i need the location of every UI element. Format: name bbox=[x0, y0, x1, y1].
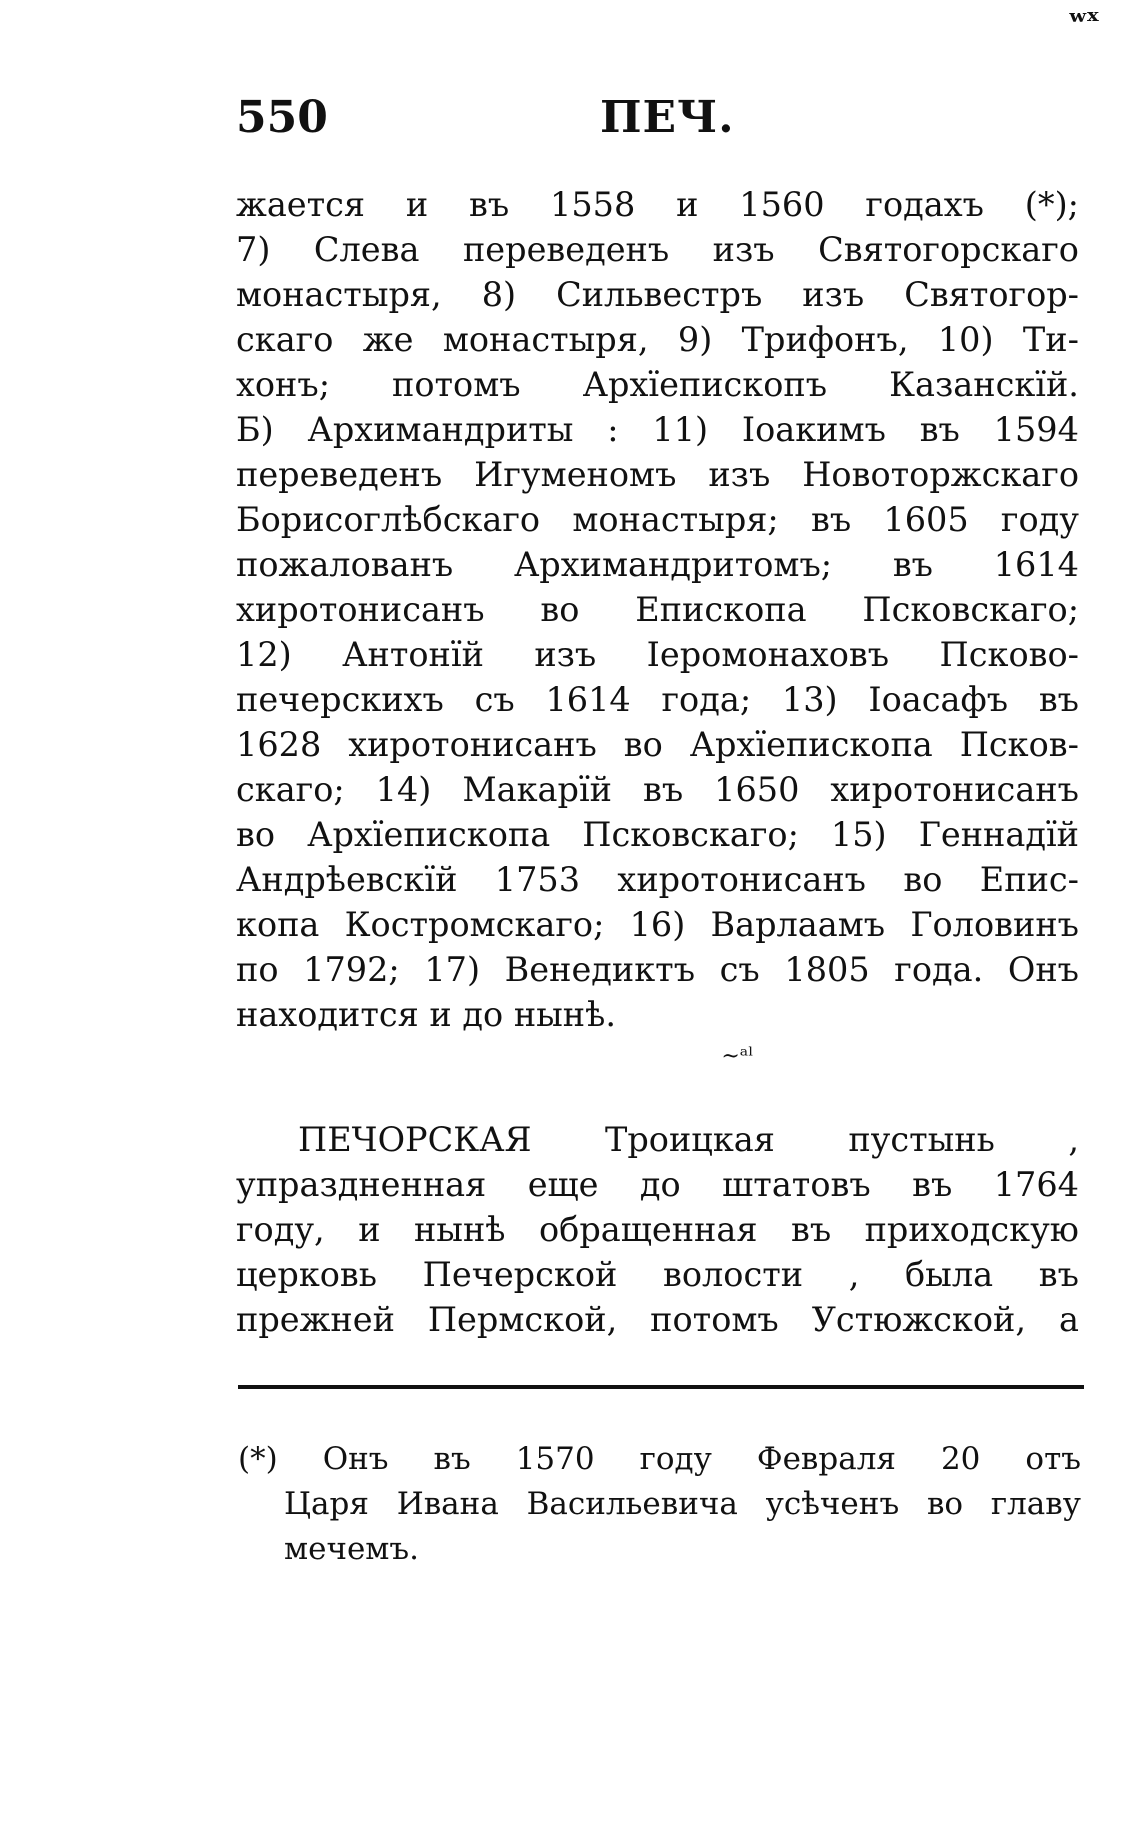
body-line: 7) Слева переведенъ изъ Святогорскаго bbox=[236, 230, 1079, 269]
body-line: 12) Антонїй изъ Іеромонаховъ Псково- bbox=[236, 635, 1079, 674]
body-line: хонъ; потомъ Архїепископъ Казанскїй. bbox=[236, 365, 1079, 404]
body2-line: прежней Пермской, потомъ Устюжской, а bbox=[236, 1300, 1079, 1339]
body-line: монастыря, 8) Сильвестръ изъ Святогор- bbox=[236, 275, 1079, 314]
footnote-lines bbox=[238, 1437, 1081, 1572]
main-text bbox=[236, 182, 1079, 1342]
corner-mark: ʷˣ bbox=[1067, 4, 1098, 39]
body-line: Андрѣевскїй 1753 хиротонисанъ во Епис- bbox=[236, 860, 1079, 899]
page-number: 550 bbox=[236, 92, 328, 143]
ornament: ~ᵃˡ bbox=[721, 1044, 754, 1069]
body2-line: церковь Печерской волости , была въ bbox=[236, 1255, 1079, 1294]
body2-line: году, и нынѣ обращенная въ приходскую bbox=[236, 1210, 1079, 1249]
body-line: скаго; 14) Макарїй въ 1650 хиротонисанъ bbox=[236, 770, 1079, 809]
body-line: печерскихъ съ 1614 года; 13) Іоасафъ въ bbox=[236, 680, 1079, 719]
body-line: переведенъ Игуменомъ изъ Новоторжскаго bbox=[236, 455, 1079, 494]
body-paragraph-1 bbox=[236, 182, 1079, 1037]
body2-line: ПЕЧОРСКАЯ Троицкая пустынь , bbox=[298, 1120, 1079, 1159]
running-head bbox=[232, 92, 1077, 152]
body-line: жается и въ 1558 и 1560 годахъ (*); bbox=[236, 185, 1079, 224]
footnote-rule bbox=[238, 1385, 1084, 1389]
body-line: по 1792; 17) Венедиктъ съ 1805 года. Онъ bbox=[236, 950, 1079, 989]
body-line: находится и до нынѣ. bbox=[236, 995, 616, 1034]
body-line: во Архїепископа Псковскаго; 15) Геннадїй bbox=[236, 815, 1079, 854]
body-line: скаго же монастыря, 9) Трифонъ, 10) Ти- bbox=[236, 320, 1079, 359]
body-line: Борисоглѣбскаго монастыря; въ 1605 году bbox=[236, 500, 1079, 539]
footnote-line: (*) Онъ въ 1570 году Февраля 20 отъ bbox=[238, 1441, 1081, 1477]
body-line: Б) Архимандриты : 11) Іоакимъ въ 1594 bbox=[236, 410, 1079, 449]
body-paragraph-2 bbox=[236, 1117, 1079, 1342]
footnote-line: Царя Ивана Васильевича усѣченъ во главу bbox=[284, 1486, 1081, 1522]
body2-line: упраздненная еще до штатовъ въ 1764 bbox=[236, 1165, 1079, 1204]
body-line: пожалованъ Архимандритомъ; въ 1614 bbox=[236, 545, 1079, 584]
section-title: ПЕЧ. bbox=[600, 92, 735, 143]
footnote-line: мечемъ. bbox=[284, 1531, 419, 1567]
body-line: хиротонисанъ во Епископа Псковскаго; bbox=[236, 590, 1079, 629]
body-line: копа Костромскаго; 16) Варлаамъ Головинъ bbox=[236, 905, 1079, 944]
footnote bbox=[238, 1437, 1081, 1572]
body-line: 1628 хиротонисанъ во Архїепископа Псков- bbox=[236, 725, 1079, 764]
